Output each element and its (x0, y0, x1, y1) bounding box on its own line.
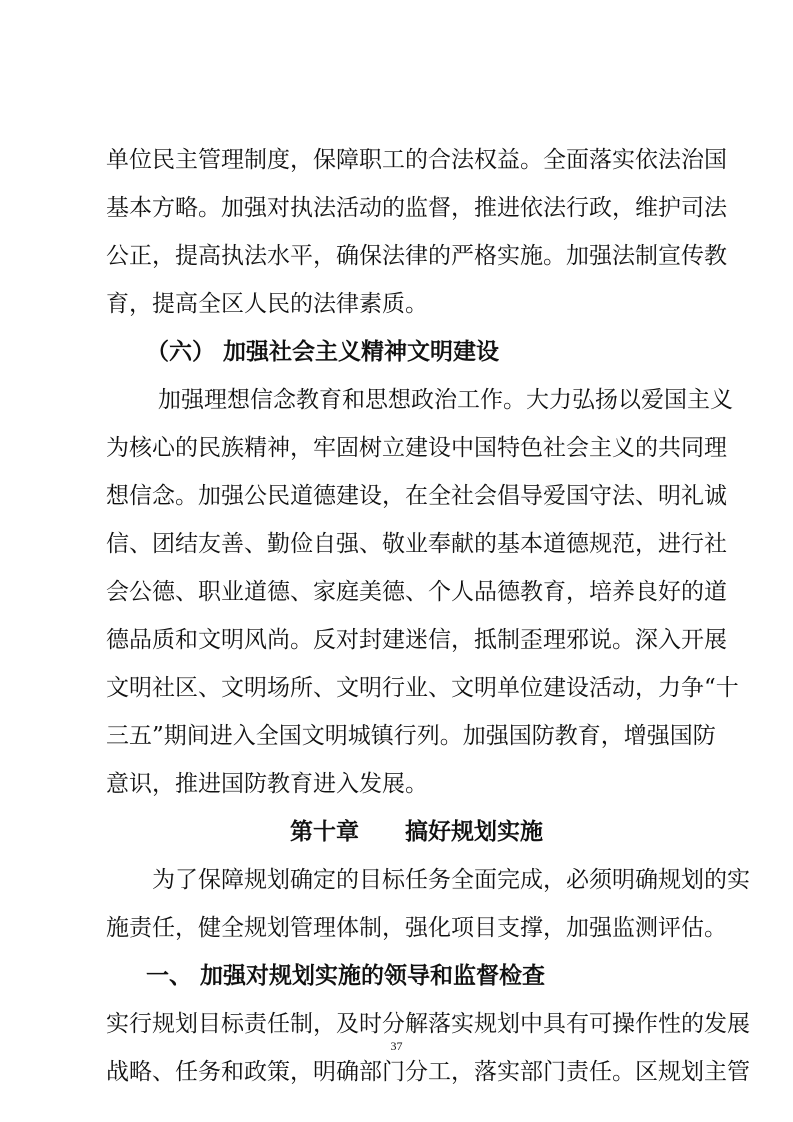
body-text-line: 施责任，健全规划管理体制，强化项目支撑，加强监测评估。 (106, 915, 727, 941)
section-heading: 一、 加强对规划实施的领导和监督检查 (146, 963, 546, 989)
body-text-line: 德品质和文明风尚。反对封建迷信，抵制歪理邪说。深入开展 (106, 627, 727, 653)
body-text-line: 战略、任务和政策，明确部门分工，落实部门责任。区规划主管 (106, 1059, 750, 1085)
body-text-line: 实行规划目标责任制，及时分解落实规划中具有可操作性的发展 (106, 1011, 750, 1037)
body-text-line: 会公德、职业道德、家庭美德、个人品德教育，培养良好的道 (106, 579, 727, 605)
page-number: 37 (390, 1039, 403, 1053)
body-text-line: 文明社区、文明场所、文明行业、文明单位建设活动，力争“十 (106, 675, 739, 701)
body-text-line: 单位民主管理制度，保障职工的合法权益。全面落实依法治国 (106, 147, 727, 173)
body-text-line: 想信念。加强公民道德建设，在全社会倡导爱国守法、明礼诚 (106, 483, 727, 509)
body-text-line: 为了保障规划确定的目标任务全面完成，必须明确规划的实 (152, 867, 750, 893)
section-heading: （六） 加强社会主义精神文明建设 (146, 339, 500, 365)
body-text-line: 为核心的民族精神，牢固树立建设中国特色社会主义的共同理 (106, 435, 727, 461)
body-text-line: 信、团结友善、勤俭自强、敬业奉献的基本道德规范，进行社 (106, 531, 727, 557)
body-text-line: 公正，提高执法水平，确保法律的严格实施。加强法制宣传教 (106, 243, 727, 269)
chapter-heading: 第十章 搞好规划实施 (290, 819, 543, 845)
body-text-line: 意识，推进国防教育进入发展。 (106, 771, 428, 797)
body-text-line: 育，提高全区人民的法律素质。 (106, 291, 428, 317)
body-text-line: 基本方略。加强对执法活动的监督，推进依法行政，维护司法 (106, 195, 727, 221)
body-text-line: 加强理想信念教育和思想政治工作。大力弘扬以爱国主义 (158, 387, 733, 413)
body-text-line: 三五”期间进入全国文明城镇行列。加强国防教育，增强国防 (106, 723, 716, 749)
